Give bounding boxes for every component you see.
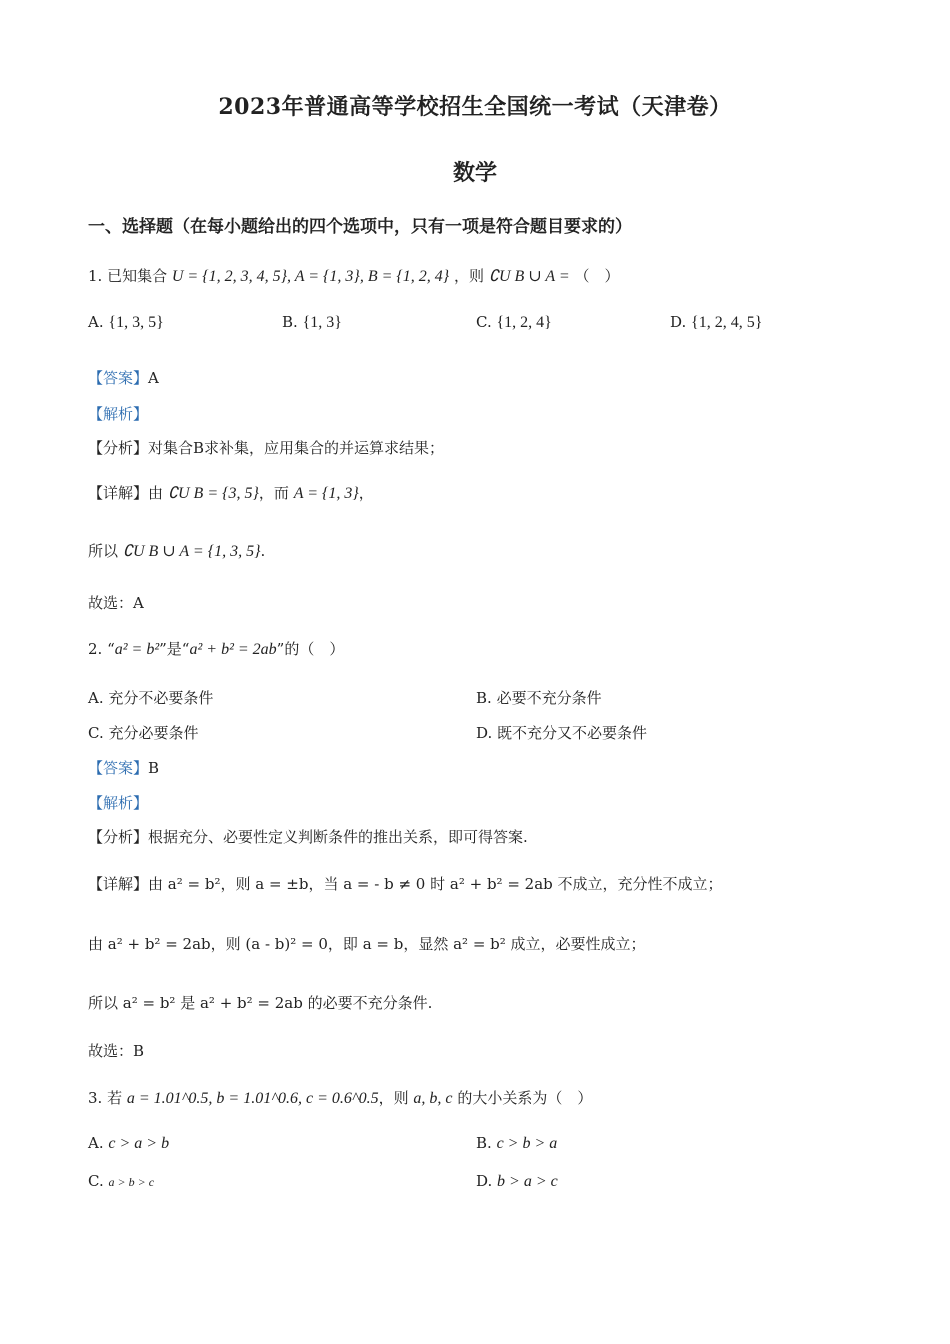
q1-answer-value: A bbox=[148, 369, 159, 387]
q2-option-c-label: C. bbox=[88, 724, 104, 742]
q2-fenxi bbox=[88, 826, 528, 847]
q1-stem-mid: ，则 bbox=[453, 267, 484, 285]
xiangjie-tag: 【详解】 bbox=[88, 484, 149, 502]
q3-option-a-label: A. bbox=[88, 1134, 104, 1152]
q3-stem bbox=[88, 1087, 592, 1108]
q2-option-a-text: 充分不必要条件 bbox=[108, 689, 214, 707]
q2-answer-value: B bbox=[148, 759, 160, 777]
q2-xj-line1: 由 a² = b²，则 a = ±b，当 a = - b ≠ 0 时 a² + b² = 2ab 不成立，充分性不成立； bbox=[148, 875, 723, 893]
q1-fenxi bbox=[88, 437, 444, 458]
q1-stem bbox=[88, 265, 619, 286]
document-title: 2023年普通高等学校招生全国统一考试（天津卷） bbox=[218, 94, 732, 120]
q1-xj-text2: ，而 bbox=[258, 484, 289, 502]
q2-stem-mid: ”是“ bbox=[159, 640, 190, 658]
q3-option-d bbox=[476, 1172, 558, 1191]
q2-option-d-text: 既不充分又不必要条件 bbox=[497, 724, 648, 742]
q1-option-b bbox=[282, 313, 342, 332]
q3-option-a-value: c > a > b bbox=[108, 1135, 170, 1152]
q2-analysis-tag: 【解析】 bbox=[88, 794, 149, 812]
q2-option-b bbox=[476, 687, 602, 708]
q2-stem-suffix: ”的（ ） bbox=[276, 640, 345, 658]
q2-xiangjie-line2: 由 a² + b² = 2ab，则 (a - b)² = 0，即 a = b，显然 a² = b² 成立，必要性成立； bbox=[88, 935, 646, 953]
fenxi-tag: 【分析】 bbox=[88, 828, 149, 846]
q3-option-c-label: C. bbox=[88, 1172, 104, 1190]
q2-option-c bbox=[88, 722, 199, 743]
q1-option-c bbox=[476, 313, 552, 332]
q1-option-a bbox=[88, 313, 164, 332]
q3-stem-mid: ，则 bbox=[378, 1089, 409, 1107]
q1-option-b-label: B. bbox=[282, 313, 298, 331]
q1-xj-text3: ， bbox=[358, 484, 374, 502]
q1-option-a-label: A. bbox=[88, 313, 104, 331]
q2-stem-math2: a² + b² = 2ab bbox=[189, 641, 277, 658]
q1-xj2-end: . bbox=[260, 542, 266, 560]
q1-option-b-value: {1, 3} bbox=[302, 314, 342, 331]
q1-fenxi-text: 对集合B求补集，应用集合的并运算求结果； bbox=[148, 439, 445, 457]
q1-xiangjie-line2 bbox=[88, 540, 265, 561]
q3-stem-suffix: 的大小关系为（ ） bbox=[457, 1089, 593, 1107]
q1-stem-math2: ∁U B ∪ A = bbox=[488, 268, 570, 285]
section-heading: 一、选择题（在每小题给出的四个选项中，只有一项是符合题目要求的） bbox=[88, 217, 632, 237]
q2-conclusion: 故选：B bbox=[88, 1042, 145, 1060]
q3-option-c bbox=[88, 1172, 154, 1190]
q1-option-c-label: C. bbox=[476, 313, 492, 331]
q3-option-d-label: D. bbox=[476, 1172, 493, 1190]
q2-option-d-label: D. bbox=[476, 724, 493, 742]
q1-stem-prefix: 1. 已知集合 bbox=[88, 267, 168, 285]
fenxi-tag: 【分析】 bbox=[88, 439, 149, 457]
q3-option-b-label: B. bbox=[476, 1134, 492, 1152]
q2-option-d bbox=[476, 722, 647, 743]
q1-conclusion: 故选：A bbox=[88, 594, 144, 612]
q3-option-b bbox=[476, 1134, 557, 1153]
q2-xiangjie-line1 bbox=[88, 873, 723, 894]
q2-stem-math1: a² = b² bbox=[114, 641, 160, 658]
q1-option-c-value: {1, 2, 4} bbox=[496, 314, 552, 331]
q2-stem bbox=[88, 638, 344, 659]
answer-tag: 【答案】 bbox=[88, 759, 149, 777]
q1-option-a-value: {1, 3, 5} bbox=[108, 314, 164, 331]
q1-xj-math: ∁U B = {3, 5} bbox=[167, 485, 259, 502]
q3-option-d-value: b > a > c bbox=[497, 1173, 558, 1190]
q1-analysis-tag: 【解析】 bbox=[88, 405, 149, 423]
xiangjie-tag: 【详解】 bbox=[88, 875, 149, 893]
q1-xj2-math: ∁U B ∪ A = {1, 3, 5} bbox=[122, 543, 261, 560]
q2-fenxi-text: 根据充分、必要性定义判断条件的推出关系，即可得答案. bbox=[148, 828, 528, 846]
q2-stem-prefix: 2. “ bbox=[88, 640, 115, 658]
q3-option-c-value: a > b > c bbox=[108, 1175, 155, 1189]
q1-xj-math2: A = {1, 3} bbox=[293, 485, 359, 502]
q1-xj2-text: 所以 bbox=[88, 542, 119, 560]
q1-option-d-value: {1, 2, 4, 5} bbox=[691, 314, 763, 331]
q1-stem-math: U = {1, 2, 3, 4, 5}, A = {1, 3}, B = {1, 2, 4} bbox=[171, 268, 450, 285]
answer-tag: 【答案】 bbox=[88, 369, 149, 387]
q2-xiangjie-line3: 所以 a² = b² 是 a² + b² = 2ab 的必要不充分条件. bbox=[88, 994, 433, 1012]
q2-option-a bbox=[88, 687, 213, 708]
q1-answer bbox=[88, 367, 159, 388]
q1-option-d-label: D. bbox=[670, 313, 687, 331]
document-subtitle: 数学 bbox=[452, 160, 497, 186]
q1-stem-suffix: （ ） bbox=[574, 267, 620, 285]
q3-option-b-value: c > b > a bbox=[496, 1135, 558, 1152]
q2-option-b-label: B. bbox=[476, 689, 492, 707]
q3-option-a bbox=[88, 1134, 169, 1153]
q3-stem-math: a = 1.01^0.5, b = 1.01^0.6, c = 0.6^0.5 bbox=[126, 1090, 379, 1107]
q2-option-c-text: 充分必要条件 bbox=[108, 724, 199, 742]
q1-option-d bbox=[670, 313, 762, 332]
q2-option-a-label: A. bbox=[88, 689, 104, 707]
q1-xj-text: 由 bbox=[148, 484, 164, 502]
q3-stem-prefix: 3. 若 bbox=[88, 1089, 123, 1107]
q3-stem-math2: a, b, c bbox=[413, 1090, 453, 1107]
q2-answer bbox=[88, 757, 159, 778]
q2-option-b-text: 必要不充分条件 bbox=[496, 689, 602, 707]
q1-xiangjie-line1 bbox=[88, 482, 374, 503]
